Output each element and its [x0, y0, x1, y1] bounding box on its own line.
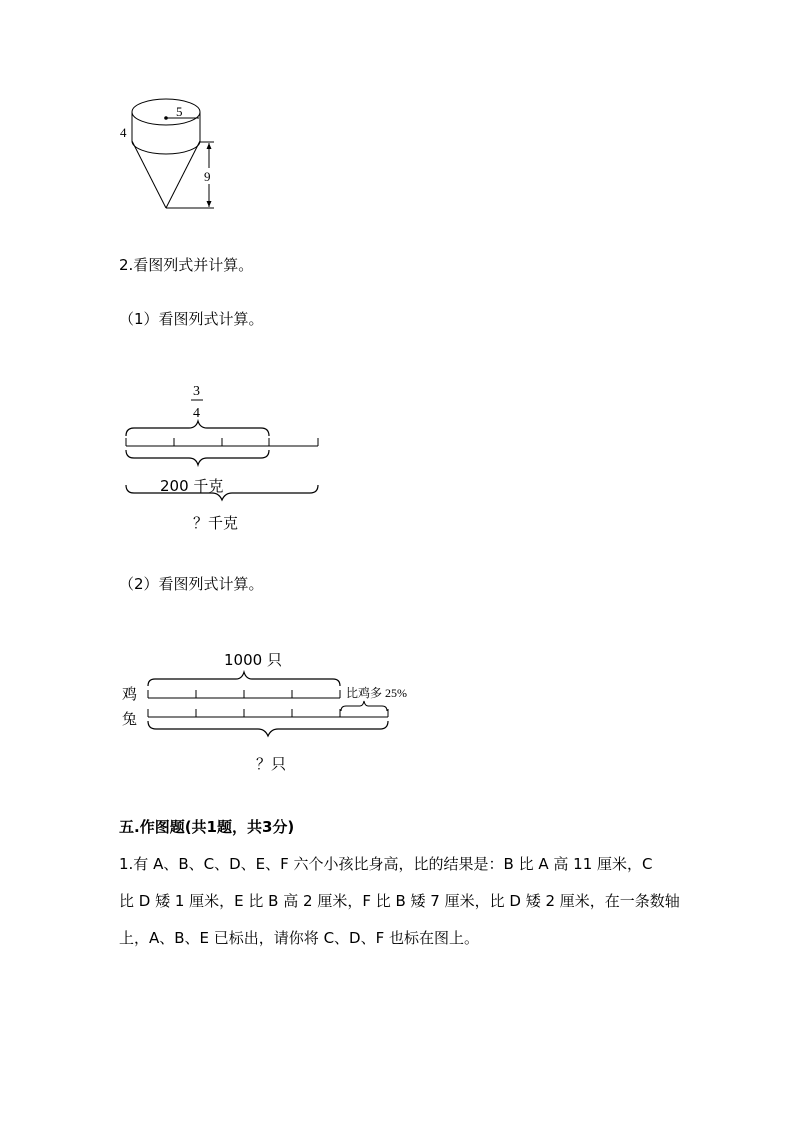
extra-percent-label: 比鸡多 25% — [346, 686, 407, 700]
question-5-1-line-1: 1.有 A、B、C、D、E、F 六个小孩比身高，比的结果是：B 比 A 高 11 厘米，C — [119, 855, 653, 873]
question-5-1-line-2: 比 D 矮 1 厘米，E 比 B 高 2 厘米，F 比 B 矮 7 厘米，比 D 矮 2 厘米，在一条数轴 — [119, 892, 680, 910]
known-weight-label: 200 千克 — [160, 477, 224, 495]
sub-question-1-label: （1）看图列式计算。 — [119, 310, 264, 328]
cylinder-height-label: 4 — [120, 125, 127, 140]
extra-brace — [341, 701, 387, 711]
cone-height-label: 9 — [204, 169, 211, 184]
fraction-numerator: 3 — [193, 384, 200, 399]
total-chickens-label: 1000 只 — [224, 651, 282, 669]
unknown-rabbits-label: ？只 — [256, 755, 287, 773]
unknown-weight-label: ？千克 — [193, 514, 239, 532]
fraction-denominator: 4 — [193, 406, 200, 421]
question-5-1-text — [119, 846, 680, 957]
radius-label: 5 — [176, 104, 183, 119]
chicken-row-label: 鸡 — [122, 685, 138, 703]
rabbit-row-label: 兔 — [122, 710, 138, 728]
rabbits-bottom-brace — [148, 721, 388, 736]
chickens-top-brace — [148, 672, 340, 686]
section-5-heading: 五.作图题(共1题，共3分) — [119, 818, 295, 836]
sub-question-2-label: （2）看图列式计算。 — [119, 575, 264, 593]
question-5-1-line-3: 上，A、B、E 已标出，请你将 C、D、F 也标在图上。 — [119, 929, 479, 947]
question-2-title: 2.看图列式并计算。 — [119, 256, 254, 274]
